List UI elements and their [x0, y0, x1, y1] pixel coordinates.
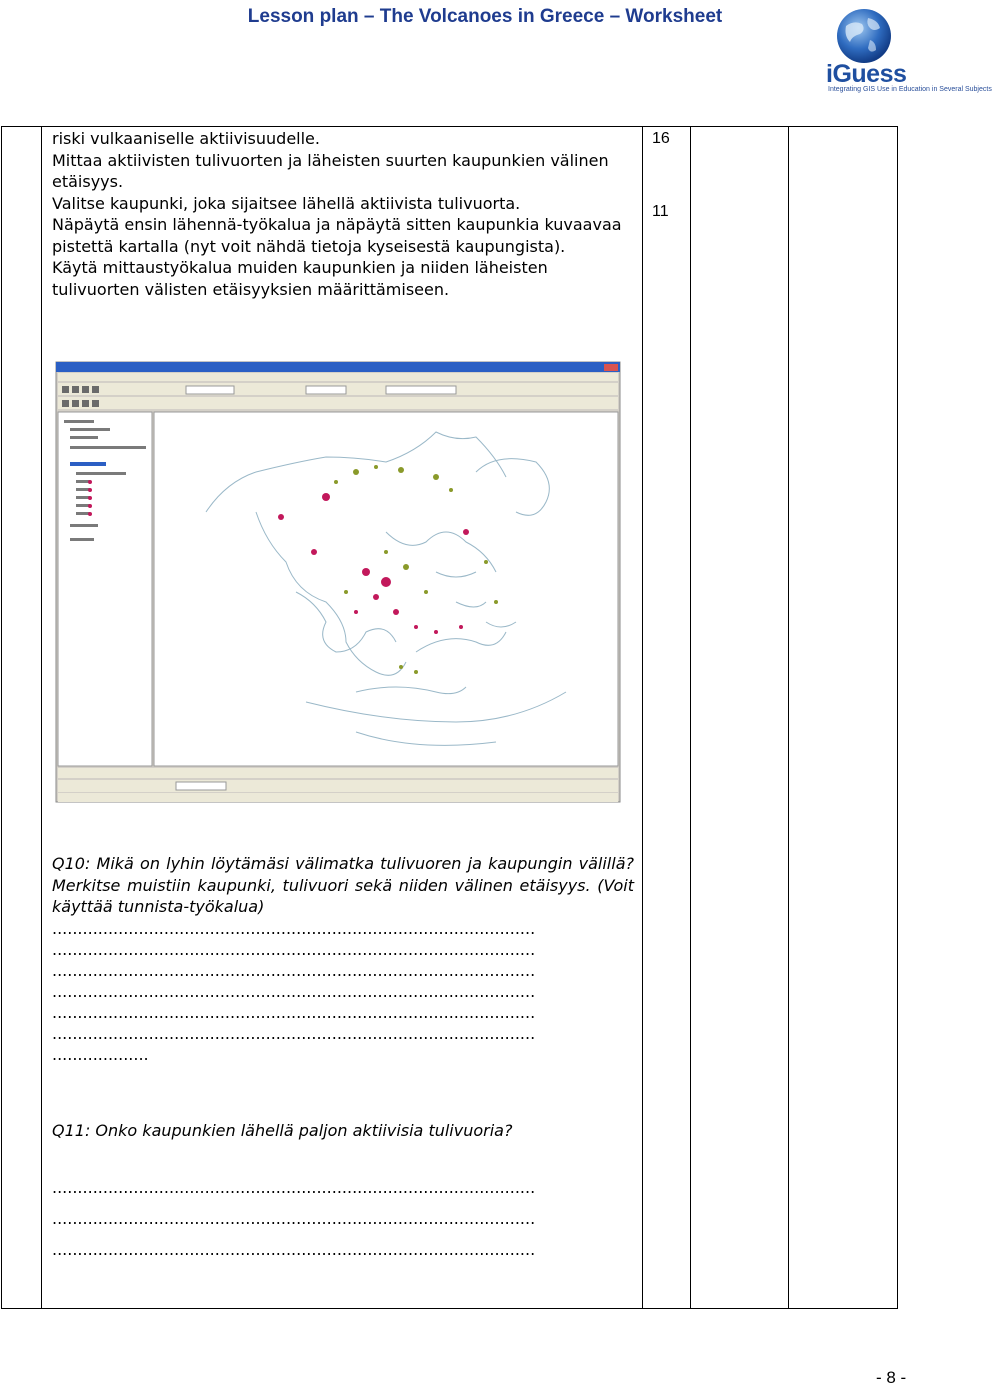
- table-border-bottom: [1, 1308, 898, 1309]
- gis-map-image: [56, 362, 620, 802]
- answer-line[interactable]: ...............................................................................................: [52, 1240, 536, 1259]
- instruction-line: Käytä mittaustyökalua muiden kaupunkien ja niiden läheisten tulivuorten välisten etäisyyksien määrittämiseen.: [52, 258, 548, 299]
- globe-icon: [824, 4, 956, 64]
- step-number: 16: [652, 130, 670, 147]
- page-number: - 8 -: [876, 1368, 907, 1387]
- logo-brand-text: iGuess: [826, 60, 907, 88]
- answer-line[interactable]: ...............................................................................................: [52, 981, 536, 1001]
- instruction-line: riski vulkaaniselle aktiivisuudelle.: [52, 129, 320, 148]
- page-header-title: Lesson plan – The Volcanoes in Greece – Worksheet: [247, 6, 723, 27]
- answer-line[interactable]: ...............................................................................................: [52, 918, 536, 938]
- answer-line[interactable]: ...............................................................................................: [52, 939, 536, 959]
- table-border-right: [897, 126, 898, 1309]
- q11-answers: [52, 1172, 634, 1265]
- table-divider: [41, 126, 42, 1309]
- q10-question: Q10: Mikä on lyhin löytämäsi välimatka tulivuoren ja kaupungin välillä? Merkitse muistiin kaupunki, tulivuori sekä niiden välinen etäisyys. (Voit käyttää tunnista-työkalua): [52, 854, 634, 916]
- answer-line[interactable]: ...............................................................................................: [52, 1178, 536, 1197]
- instruction-line: Valitse kaupunki, joka sijaitsee lähellä aktiivista tulivuorta.: [52, 193, 521, 213]
- table-border-top: [1, 126, 898, 127]
- table-divider: [788, 126, 789, 1309]
- table-divider: [690, 126, 691, 1309]
- gis-screenshot: [56, 362, 620, 802]
- answer-line[interactable]: ...................: [52, 1044, 149, 1064]
- logo-tagline: Integrating GIS Use in Education in Several Subjects: [828, 86, 992, 93]
- instruction-line: Näpäytä ensin lähennä-työkalua ja näpäytä sitten kaupunkia kuvaavaa pistettä kartalla (nyt voit nähdä tietoja kyseisestä kaupungista).: [52, 215, 622, 256]
- answer-line[interactable]: ...............................................................................................: [52, 1209, 536, 1228]
- q11-block: [52, 1120, 634, 1142]
- q10-block: [52, 853, 634, 1065]
- answer-line[interactable]: ...............................................................................................: [52, 960, 536, 980]
- instructions-block: [52, 128, 634, 300]
- table-divider: [642, 126, 643, 1309]
- answer-line[interactable]: ...............................................................................................: [52, 1002, 536, 1022]
- iguess-logo: [824, 4, 992, 98]
- step-number: 11: [652, 203, 669, 220]
- answer-line[interactable]: ...............................................................................................: [52, 1023, 536, 1043]
- table-border-left: [1, 126, 2, 1309]
- instruction-line: Mittaa aktiivisten tulivuorten ja läheisten suurten kaupunkien välinen etäisyys.: [52, 150, 609, 191]
- q11-question: Q11: Onko kaupunkien lähellä paljon aktiivisia tulivuoria?: [52, 1121, 513, 1140]
